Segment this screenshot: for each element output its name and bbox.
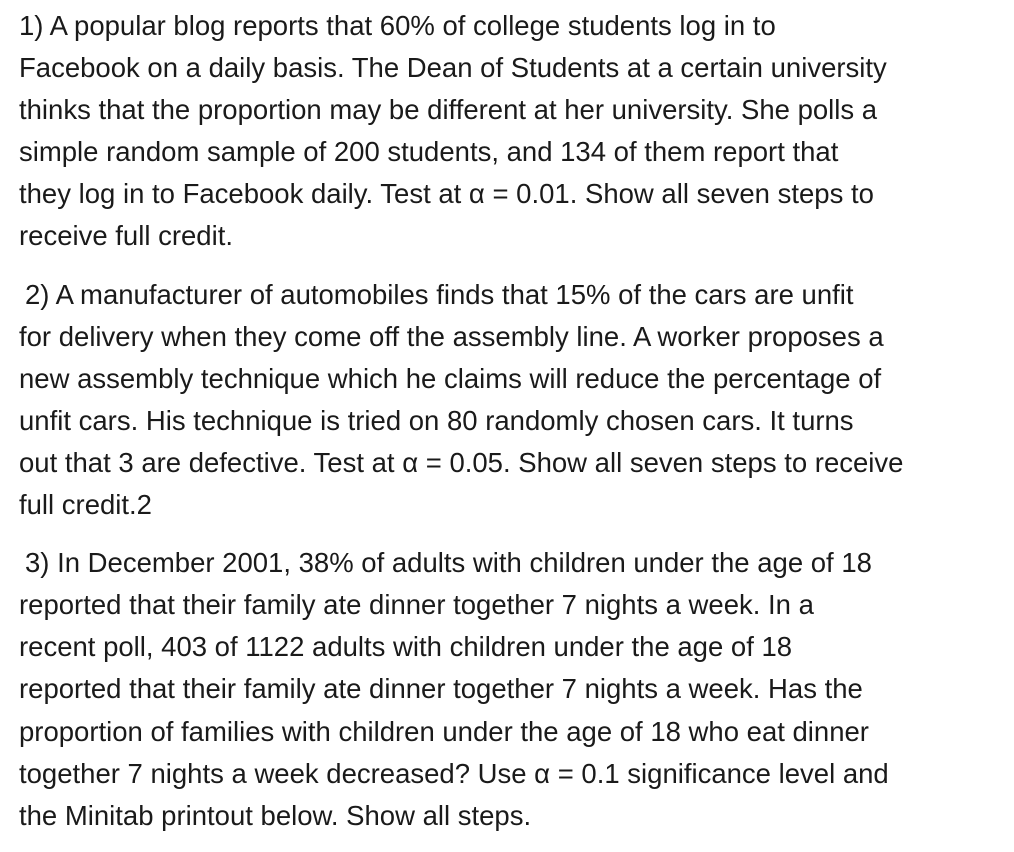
problem-1-text: 1) A popular blog reports that 60% of college students log in to Facebook on a daily basis. The Dean of Students at a certain university thinks that the proportion may be different at her university. She polls a simple random sample of 200 students, and 134 of them report that they log in to Facebook daily. Test at α = 0.01. Show all seven steps to receive full credit. (19, 10, 887, 252)
document-body (19, 5, 1009, 837)
problem-3-text: 3) In December 2001, 38% of adults with children under the age of 18 reported that their family ate dinner together 7 nights a week. In a recent poll, 403 of 1122 adults with children under the age of 18 reported that their family ate dinner together 7 nights a week. Has the proportion of families with children under the age of 18 who eat dinner together 7 nights a week decreased? Use α = 0.1 significance level and the Minitab printout below. Show all steps. (19, 547, 889, 831)
problem-2-text: 2) A manufacturer of automobiles finds that 15% of the cars are unfit for delivery when they come off the assembly line. A worker proposes a new assembly technique which he claims will reduce the percentage of unfit cars. His technique is tried on 80 randomly chosen cars. It turns out that 3 are defective. Test at α = 0.05. Show all seven steps to receive full credit.2 (19, 278, 904, 521)
